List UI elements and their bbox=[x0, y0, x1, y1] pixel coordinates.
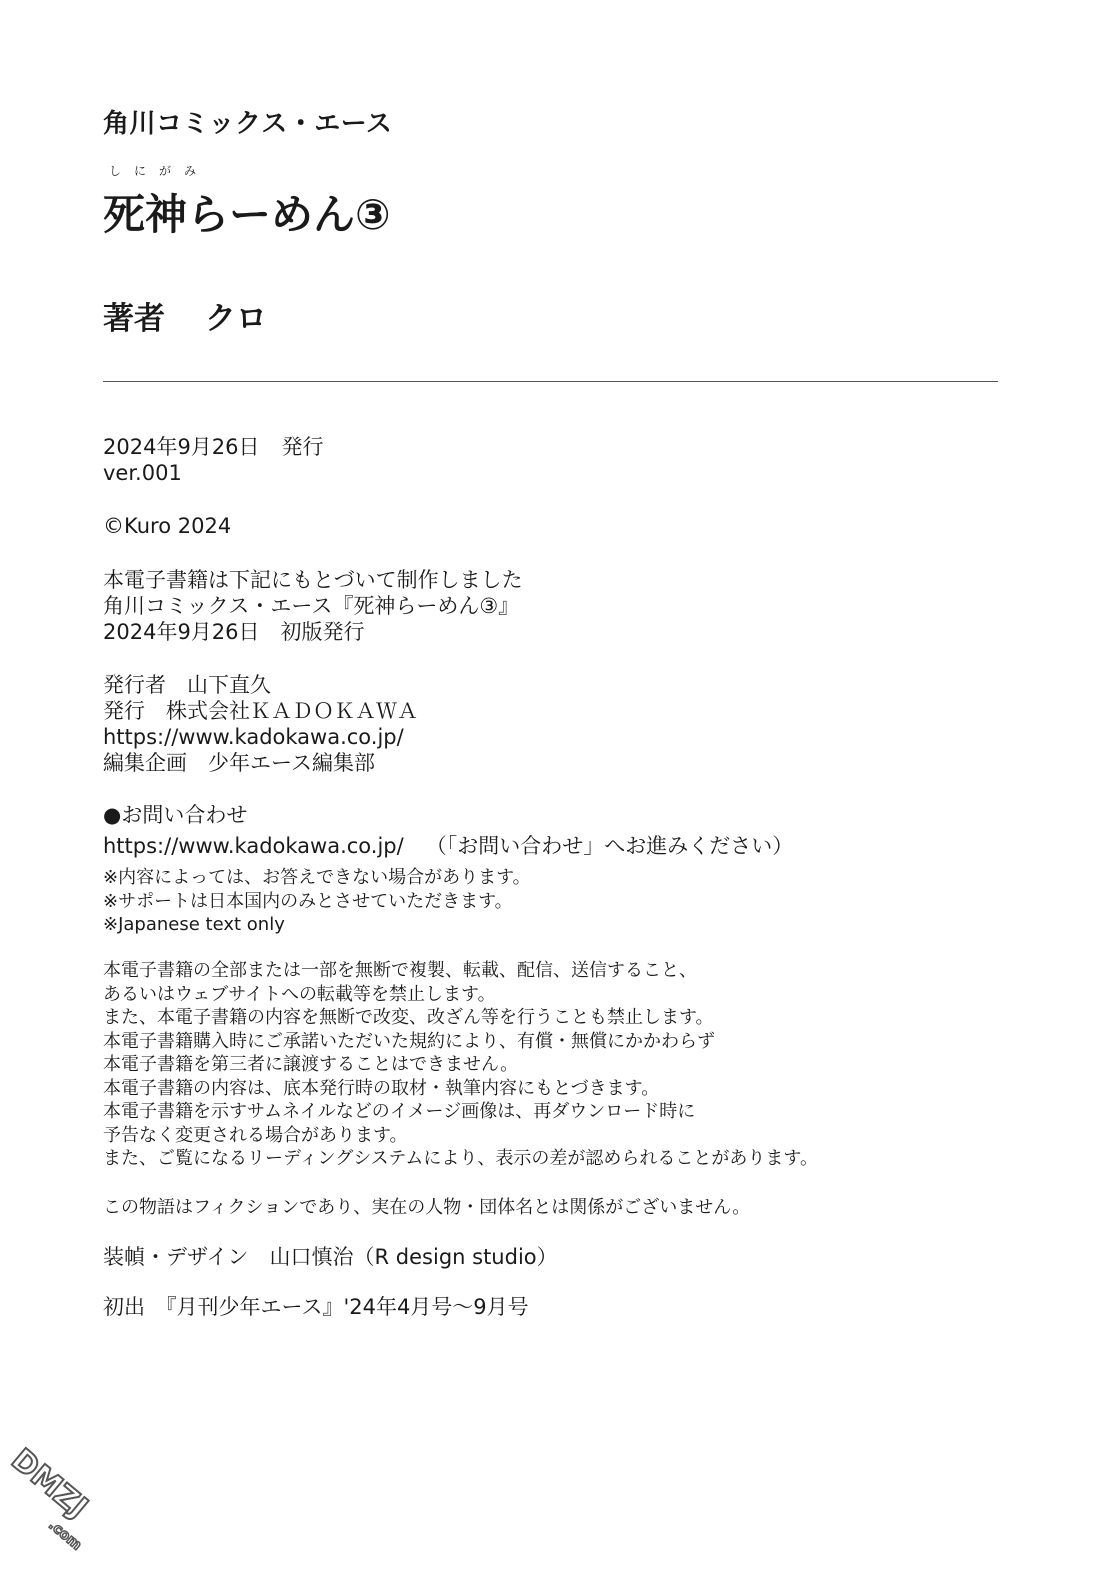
first-appearance-section bbox=[103, 1294, 529, 1320]
author-role: 著者 bbox=[103, 301, 165, 337]
publisher-section bbox=[103, 672, 418, 776]
legal-line: 予告なく変更される場合があります。 bbox=[103, 1124, 408, 1146]
legal-notice bbox=[103, 959, 818, 1171]
fiction-disclaimer: この物語はフィクションであり、実在の人物・団体名とは関係がございません。 bbox=[103, 1197, 751, 1218]
title-ruby: しにがみ bbox=[109, 164, 210, 178]
basis-line: 本電子書籍は下記にもとづいて制作しました bbox=[103, 568, 523, 592]
watermark-logo bbox=[0, 1437, 127, 1594]
legal-line: 本電子書籍購入時にご承諾いただいた規約により、有償・無償にかかわらず bbox=[103, 1030, 715, 1052]
contact-note: ※内容によっては、お答えできない場合があります。 bbox=[103, 867, 531, 888]
legal-line: また、ご覧になるリーディングシステムにより、表示の差が認められることがあります。 bbox=[103, 1148, 818, 1169]
contact-note: ※Japanese text only bbox=[103, 914, 285, 935]
watermark-domain: .com bbox=[45, 1517, 85, 1554]
publication-info bbox=[103, 434, 324, 486]
copyright: ©Kuro 2024 bbox=[103, 514, 232, 538]
copyright-section bbox=[103, 513, 231, 539]
watermark-brand: DMZJ bbox=[4, 1442, 95, 1526]
book-title: 死神らーめん③ bbox=[103, 190, 391, 239]
version: ver.001 bbox=[103, 461, 182, 485]
legal-line: 本電子書籍の全部または一部を無断で複製、転載、配信、送信すること、 bbox=[103, 960, 697, 981]
imprint-label: 角川コミックス・エース bbox=[103, 109, 393, 139]
author-line bbox=[103, 293, 267, 338]
fiction-section bbox=[103, 1196, 750, 1220]
basis-line: 角川コミックス・エース『死神らーめん③』 bbox=[103, 594, 520, 618]
contact-url[interactable]: https://www.kadokawa.co.jp/ bbox=[103, 834, 404, 858]
publisher-company: 発行 株式会社ＫＡＤＯＫＡＷＡ bbox=[103, 699, 418, 723]
publisher-person: 発行者 山下直久 bbox=[103, 673, 271, 697]
publication-date: 2024年9月26日 bbox=[103, 435, 260, 459]
basis-line: 2024年9月26日 初版発行 bbox=[103, 620, 365, 644]
editor: 編集企画 少年エース編集部 bbox=[103, 751, 375, 775]
legal-line: 本電子書籍を第三者に譲渡することはできません。 bbox=[103, 1054, 519, 1075]
contact-section bbox=[103, 802, 793, 859]
basis-section bbox=[103, 567, 523, 645]
design-section bbox=[103, 1244, 558, 1270]
divider bbox=[103, 381, 998, 382]
legal-line: また、本電子書籍の内容を無断で改変、改ざん等を行うことも禁止します。 bbox=[103, 1007, 714, 1028]
first-appearance: 初出 『月刊少年エース』'24年4月号〜9月号 bbox=[103, 1295, 529, 1319]
publication-note: 発行 bbox=[281, 435, 324, 459]
legal-line: 本電子書籍を示すサムネイルなどのイメージ画像は、再ダウンロード時に bbox=[103, 1101, 696, 1122]
design-credit: 装幀・デザイン 山口慎治（R design studio） bbox=[103, 1245, 558, 1269]
legal-line: 本電子書籍の内容は、底本発行時の取材・執筆内容にもとづきます。 bbox=[103, 1077, 660, 1099]
contact-note: ※サポートは日本国内のみとさせていただきます。 bbox=[103, 890, 513, 912]
legal-line: あるいはウェブサイトへの転載等を禁止します。 bbox=[103, 983, 496, 1005]
author-name: クロ bbox=[205, 301, 267, 337]
contact-heading: ●お問い合わせ bbox=[103, 803, 248, 827]
contact-url-note: （「お問い合わせ」へお進みください） bbox=[425, 834, 794, 858]
publisher-url[interactable]: https://www.kadokawa.co.jp/ bbox=[103, 725, 404, 749]
contact-notes bbox=[103, 866, 531, 937]
